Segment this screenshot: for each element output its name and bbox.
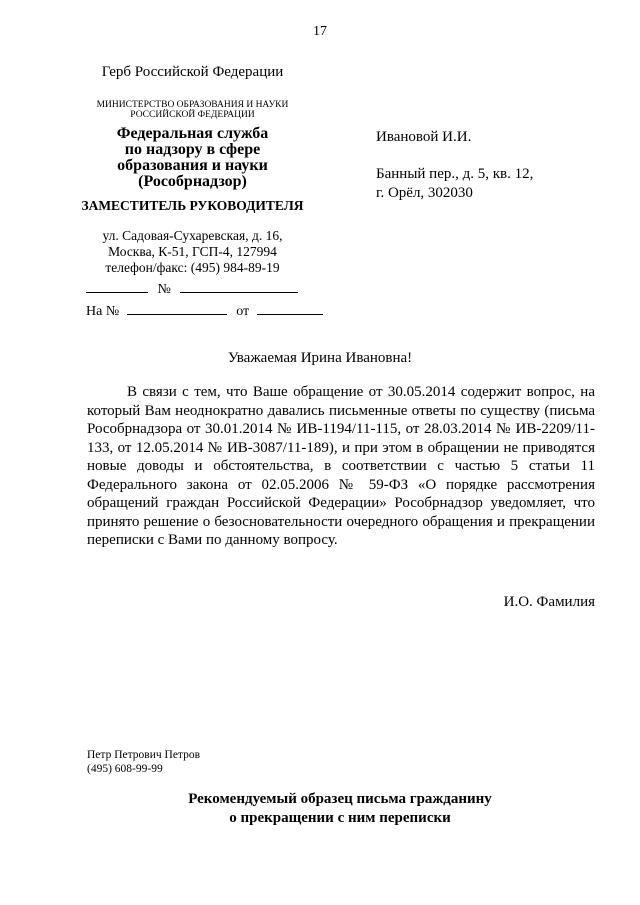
letter-body: В связи с тем, что Ваше обращение от 30.05.2014 содержит вопрос, на который Вам неоднократно давались письменные ответы по существу (письма Рособрнадзора от 30.01.2014 № ИВ-1194/11-115, от 28.03.2014 № ИВ-2209/11-133, от 12.05.2014 № ИВ-3087/11-189), и при этом в обращении не приводятся новые доводы и обстоятельства, в соответствии с частью 5 статьи 11 Федерального закона от 02.05.2006 № 59-ФЗ «О порядке рассмотрения обращений граждан Российской Федерации» Рособрнадзор уведомляет, что принято решение о безосновательности очередного обращения и прекращении переписки с Вами по данному вопросу.	[87, 384, 595, 548]
executor-phone: (495) 608-99-99	[87, 763, 163, 775]
service-name	[80, 126, 305, 190]
executor-info	[87, 748, 200, 776]
ministry-line: РОССИЙСКОЙ ФЕДЕРАЦИИ	[130, 110, 255, 120]
footer-line: о прекращении с ним переписки	[229, 810, 451, 826]
greeting: Уважаемая Ирина Ивановна!	[227, 350, 413, 366]
reply-to-row	[86, 300, 323, 320]
signature: И.О. Фамилия	[503, 594, 595, 610]
service-line: по надзору в сфере	[124, 141, 261, 158]
ministry-line: МИНИСТЕРСТВО ОБРАЗОВАНИЯ И НАУКИ	[96, 100, 289, 110]
deputy-title: ЗАМЕСТИТЕЛЬ РУКОВОДИТЕЛЯ	[81, 198, 304, 213]
address-line: Москва, К-51, ГСП-4, 127994	[108, 244, 277, 259]
reply-label: На №	[86, 304, 120, 319]
sender-address	[80, 228, 305, 276]
footer-line: Рекомендуемый образец письма гражданину	[188, 791, 492, 807]
footer-caption	[0, 790, 640, 828]
recipient-name: Ивановой И.И.	[376, 129, 472, 145]
ministry-name	[80, 100, 305, 120]
from-label: от	[236, 304, 250, 319]
address-line: телефон/факс: (495) 984-89-19	[105, 260, 280, 275]
reply-number-blank	[127, 300, 227, 315]
recipient-address-line: Банный пер., д. 5, кв. 12,	[376, 166, 534, 182]
service-line: образования и науки	[117, 157, 268, 174]
reply-date-blank	[257, 300, 323, 315]
recipient-address	[376, 165, 533, 203]
outgoing-date-blank	[86, 278, 148, 293]
number-sign: №	[157, 282, 171, 297]
outgoing-number-row	[86, 278, 298, 298]
address-line: ул. Садовая-Сухаревская, д. 16,	[102, 228, 283, 243]
outgoing-number-blank	[180, 278, 298, 293]
coat-of-arms-caption: Герб Российской Федерации	[101, 64, 284, 80]
executor-name: Петр Петрович Петров	[87, 749, 201, 761]
service-line: Федеральная служба	[116, 125, 269, 142]
page-number: 17	[313, 24, 327, 39]
recipient-address-line: г. Орёл, 302030	[376, 185, 473, 201]
service-line: (Рособрнадзор)	[138, 173, 247, 190]
